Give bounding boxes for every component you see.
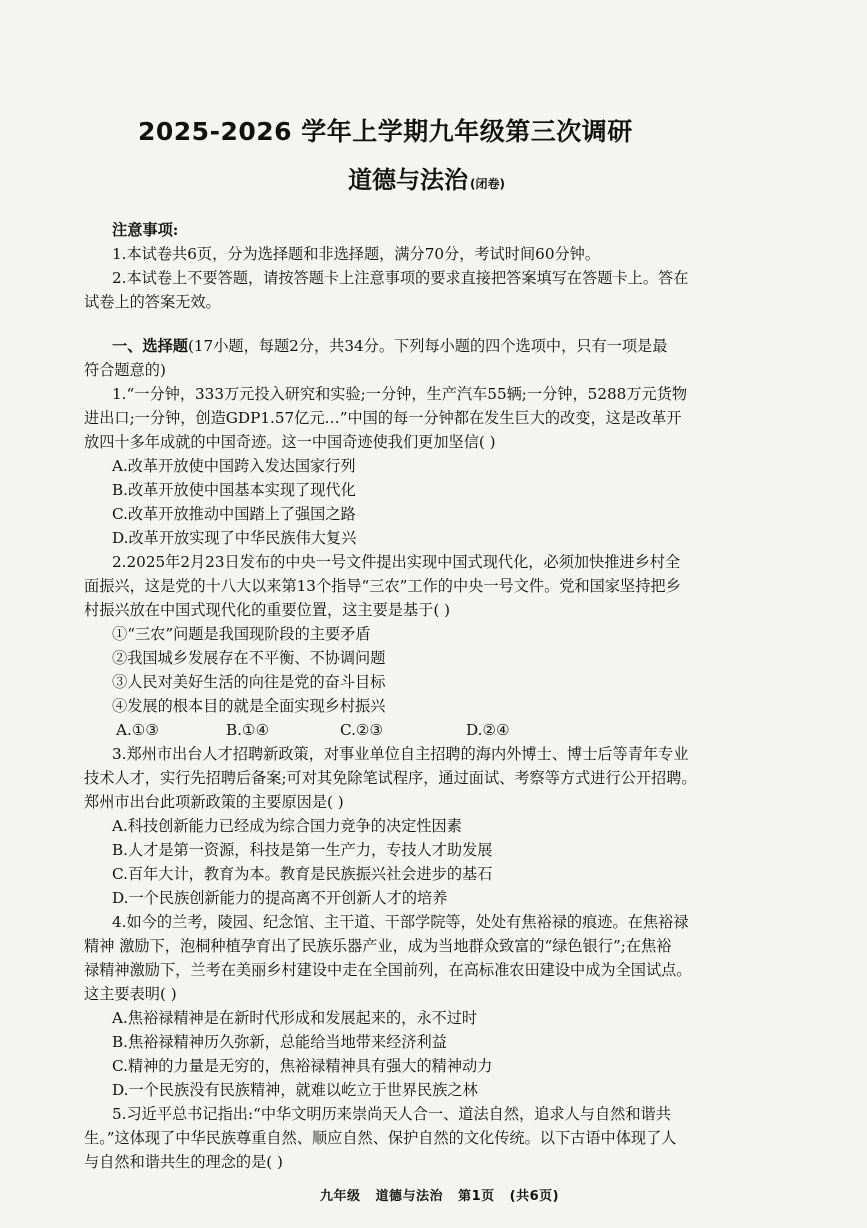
q1-option-d: D.改革开放实现了中华民族伟大复兴 (112, 529, 357, 547)
q3-option-b: B.人才是第一资源，科技是第一生产力，专技人才助发展 (112, 841, 493, 859)
q4-stem-line: 4.如今的兰考，陵园、纪念馆、主干道、干部学院等，处处有焦裕禄的痕迹。在焦裕禄 (112, 913, 689, 931)
q2-statement: ②我国城乡发展存在不平衡、不协调问题 (112, 649, 386, 667)
q5-stem-line: 与自然和谐共生的理念的是( ) (84, 1153, 283, 1171)
q1-option-b: B.改革开放使中国基本实现了现代化 (112, 481, 356, 499)
q2-choice-b: B.①④ (226, 721, 270, 739)
q4-option-a: A.焦裕禄精神是在新时代形成和发展起来的，永不过时 (112, 1009, 478, 1027)
q4-option-b: B.焦裕禄精神历久弥新，总能给当地带来经济利益 (112, 1033, 447, 1051)
q2-statement: ①“三农”问题是我国现阶段的主要矛盾 (112, 625, 371, 643)
q4-stem-line: 精神 激励下，泡桐种植孕育出了民族乐器产业，成为当地群众致富的“绿色银行”;在焦裕 (84, 937, 672, 955)
q5-stem-line: 生。”这体现了中华民族尊重自然、顺应自然、保护自然的文化传统。以下古语中体现了人 (84, 1129, 677, 1147)
q2-statement: ③人民对美好生活的向往是党的奋斗目标 (112, 673, 386, 691)
page-footer (320, 1185, 569, 1204)
q2-stem-line: 面振兴，这是党的十八大以来第13个指导“三农”工作的中央一号文件。党和国家坚持把乡 (84, 577, 681, 595)
q1-option-a: A.改革开放使中国跨入发达国家行列 (112, 457, 356, 475)
section-title: 一、选择题 (112, 337, 188, 355)
q4-option-d: D.一个民族没有民族精神，就难以屹立于世界民族之林 (112, 1081, 478, 1099)
q2-stem-line: 村振兴放在中国式现代化的重要位置，这主要是基于( ) (84, 601, 450, 619)
q2-statement: ④发展的根本目的就是全面实现乡村振兴 (112, 697, 386, 715)
subject-name: 道德与法治 (348, 166, 468, 194)
q3-stem-line: 郑州市出台此项新政策的主要原因是( ) (84, 793, 344, 811)
exam-subject (348, 160, 505, 195)
q1-stem-line: 1.“一分钟，333万元投入研究和实验;一分钟，生产汽车55辆;一分钟，5288万元货物 (112, 385, 688, 403)
subject-note: (闭卷) (470, 177, 505, 191)
notice-heading: 注意事项: (112, 221, 179, 239)
q3-option-c: C.百年大计，教育为本。教育是民族振兴社会进步的基石 (112, 865, 493, 883)
q1-option-c: C.改革开放推动中国踏上了强国之路 (112, 505, 356, 523)
q3-option-d: D.一个民族创新能力的提高离不开创新人才的培养 (112, 889, 448, 907)
section-desc: (17小题，每题2分，共34分。下列每小题的四个选项中，只有一项是最 (187, 337, 668, 355)
q5-stem-line: 5.习近平总书记指出:“中华文明历来崇尚天人合一、道法自然，追求人与自然和谐共 (112, 1105, 671, 1123)
q4-stem-line: 这主要表明( ) (84, 985, 177, 1003)
q2-choice-d: D.②④ (466, 721, 510, 739)
footer-grade: 九年级 (320, 1189, 361, 1204)
q3-option-a: A.科技创新能力已经成为综合国力竞争的决定性因素 (112, 817, 462, 835)
q2-choice-c: C.②③ (340, 721, 384, 739)
q3-stem-line: 技术人才，实行先招聘后备案;可对其免除笔试程序，通过面试、考察等方式进行公开招聘。 (84, 769, 697, 787)
notice-line-1: 1.本试卷共6页，分为选择题和非选择题，满分70分，考试时间60分钟。 (112, 245, 601, 263)
notice-line-2b: 试卷上的答案无效。 (84, 293, 221, 311)
section-desc-cont: 符合题意的) (84, 361, 166, 379)
notice-line-2a: 2.本试卷上不要答题，请按答题卡上注意事项的要求直接把答案填写在答题卡上。答在 (112, 269, 689, 287)
q1-stem-line: 进出口;一分钟，创造GDP1.57亿元…”中国的每一分钟都在发生巨大的改变，这是改革开 (84, 409, 682, 427)
exam-title: 2025-2026 学年上学期九年级第三次调研 (138, 117, 633, 146)
q3-stem-line: 3.郑州市出台人才招聘新政策，对事业单位自主招聘的海内外博士、博士后等青年专业 (112, 745, 689, 763)
section-heading (112, 334, 667, 358)
q2-stem-line: 2.2025年2月23日发布的中央一号文件提出实现中国式现代化，必须加快推进乡村全 (112, 553, 681, 571)
q4-option-c: C.精神的力量是无穷的，焦裕禄精神具有强大的精神动力 (112, 1057, 493, 1075)
q1-stem-line: 放四十多年成就的中国奇迹。这一中国奇迹使我们更加坚信( ) (84, 433, 496, 451)
footer-page: 第1页 (458, 1189, 495, 1204)
q4-stem-line: 禄精神激励下，兰考在美丽乡村建设中走在全国前列，在高标准农田建设中成为全国试点。 (84, 961, 692, 979)
q2-choice-a: A.①③ (116, 721, 160, 739)
footer-total: (共6页) (509, 1189, 560, 1204)
footer-subject: 道德与法治 (375, 1189, 444, 1204)
